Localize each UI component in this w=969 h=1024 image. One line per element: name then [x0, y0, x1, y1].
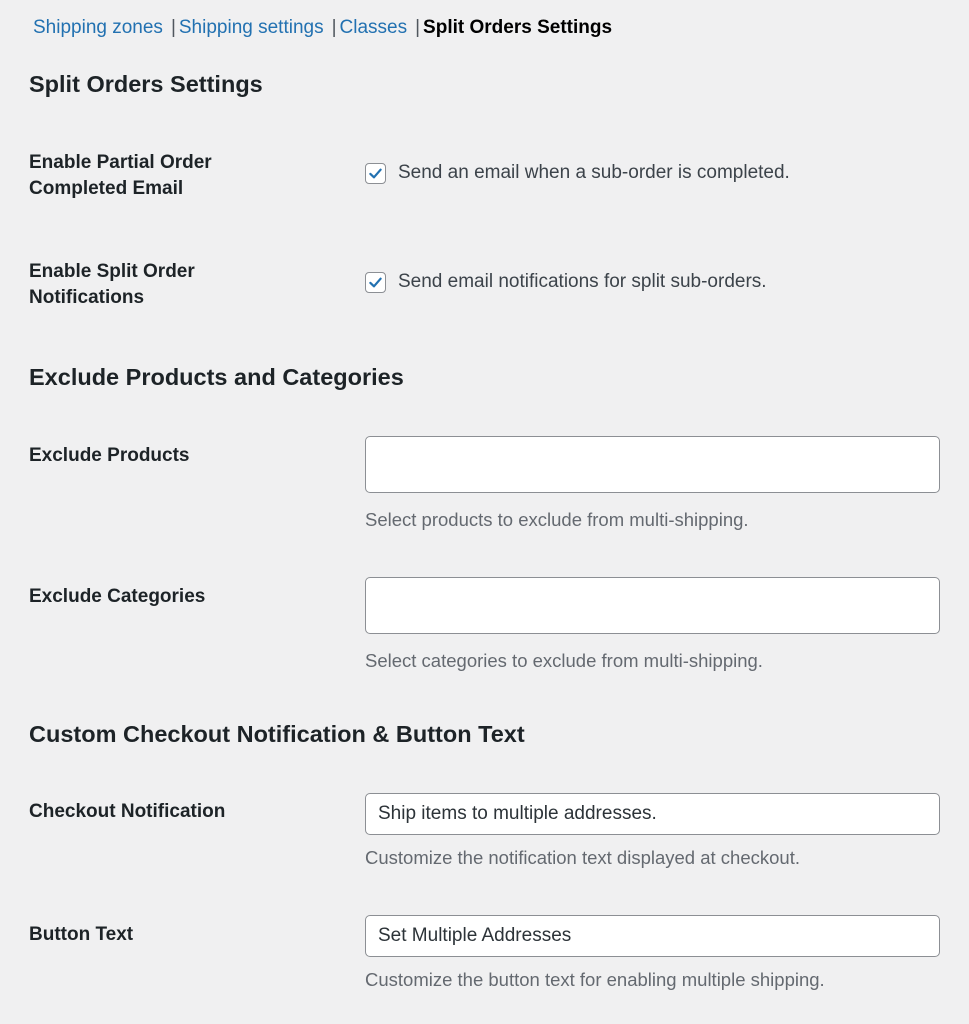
checkout-notification-description: Customize the notification text displayed at checkout. [365, 847, 800, 868]
label-line: Notifications [29, 287, 145, 308]
label-partial-order-email [29, 150, 212, 202]
nav-separator: | [170, 17, 176, 38]
section-title-split-orders: Split Orders Settings [29, 71, 263, 97]
section-title-exclude: Exclude Products and Categories [29, 364, 404, 390]
exclude-categories-description: Select categories to exclude from multi-shipping. [365, 650, 763, 671]
exclude-categories-input[interactable] [365, 577, 940, 634]
checkmark-icon [367, 165, 384, 182]
link-shipping-zones[interactable]: Shipping zones [33, 17, 163, 38]
link-shipping-settings[interactable]: Shipping settings [178, 17, 324, 38]
label-line: Enable Partial Order [29, 152, 212, 173]
label-button-text: Button Text [29, 924, 134, 945]
current-page-link: Split Orders Settings [423, 17, 613, 38]
checkout-notification-input[interactable]: Ship items to multiple addresses. [365, 793, 940, 835]
label-exclude-products: Exclude Products [29, 445, 190, 466]
section-title-checkout: Custom Checkout Notification & Button Text [29, 721, 525, 747]
label-line: Enable Split Order [29, 261, 195, 282]
nav-separator: | [415, 17, 421, 38]
partial-email-checkbox[interactable] [365, 163, 386, 184]
split-notifications-text: Send email notifications for split sub-orders. [398, 271, 767, 292]
nav-separator: | [331, 17, 337, 38]
label-exclude-categories: Exclude Categories [29, 586, 206, 607]
link-classes[interactable]: Classes [339, 17, 408, 38]
checkmark-icon [367, 274, 384, 291]
button-text-description: Customize the button text for enabling multiple shipping. [365, 969, 825, 990]
label-split-order-notifications [29, 259, 195, 311]
exclude-products-input[interactable] [365, 436, 940, 493]
subsubsub-nav [33, 16, 612, 40]
label-checkout-notification: Checkout Notification [29, 801, 226, 822]
split-notifications-checkbox[interactable] [365, 272, 386, 293]
partial-email-row [365, 162, 790, 184]
split-notifications-row [365, 271, 767, 293]
button-text-input[interactable]: Set Multiple Addresses [365, 915, 940, 957]
exclude-products-description: Select products to exclude from multi-shipping. [365, 509, 749, 530]
partial-email-text: Send an email when a sub-order is completed. [398, 162, 790, 183]
label-line: Completed Email [29, 178, 184, 199]
